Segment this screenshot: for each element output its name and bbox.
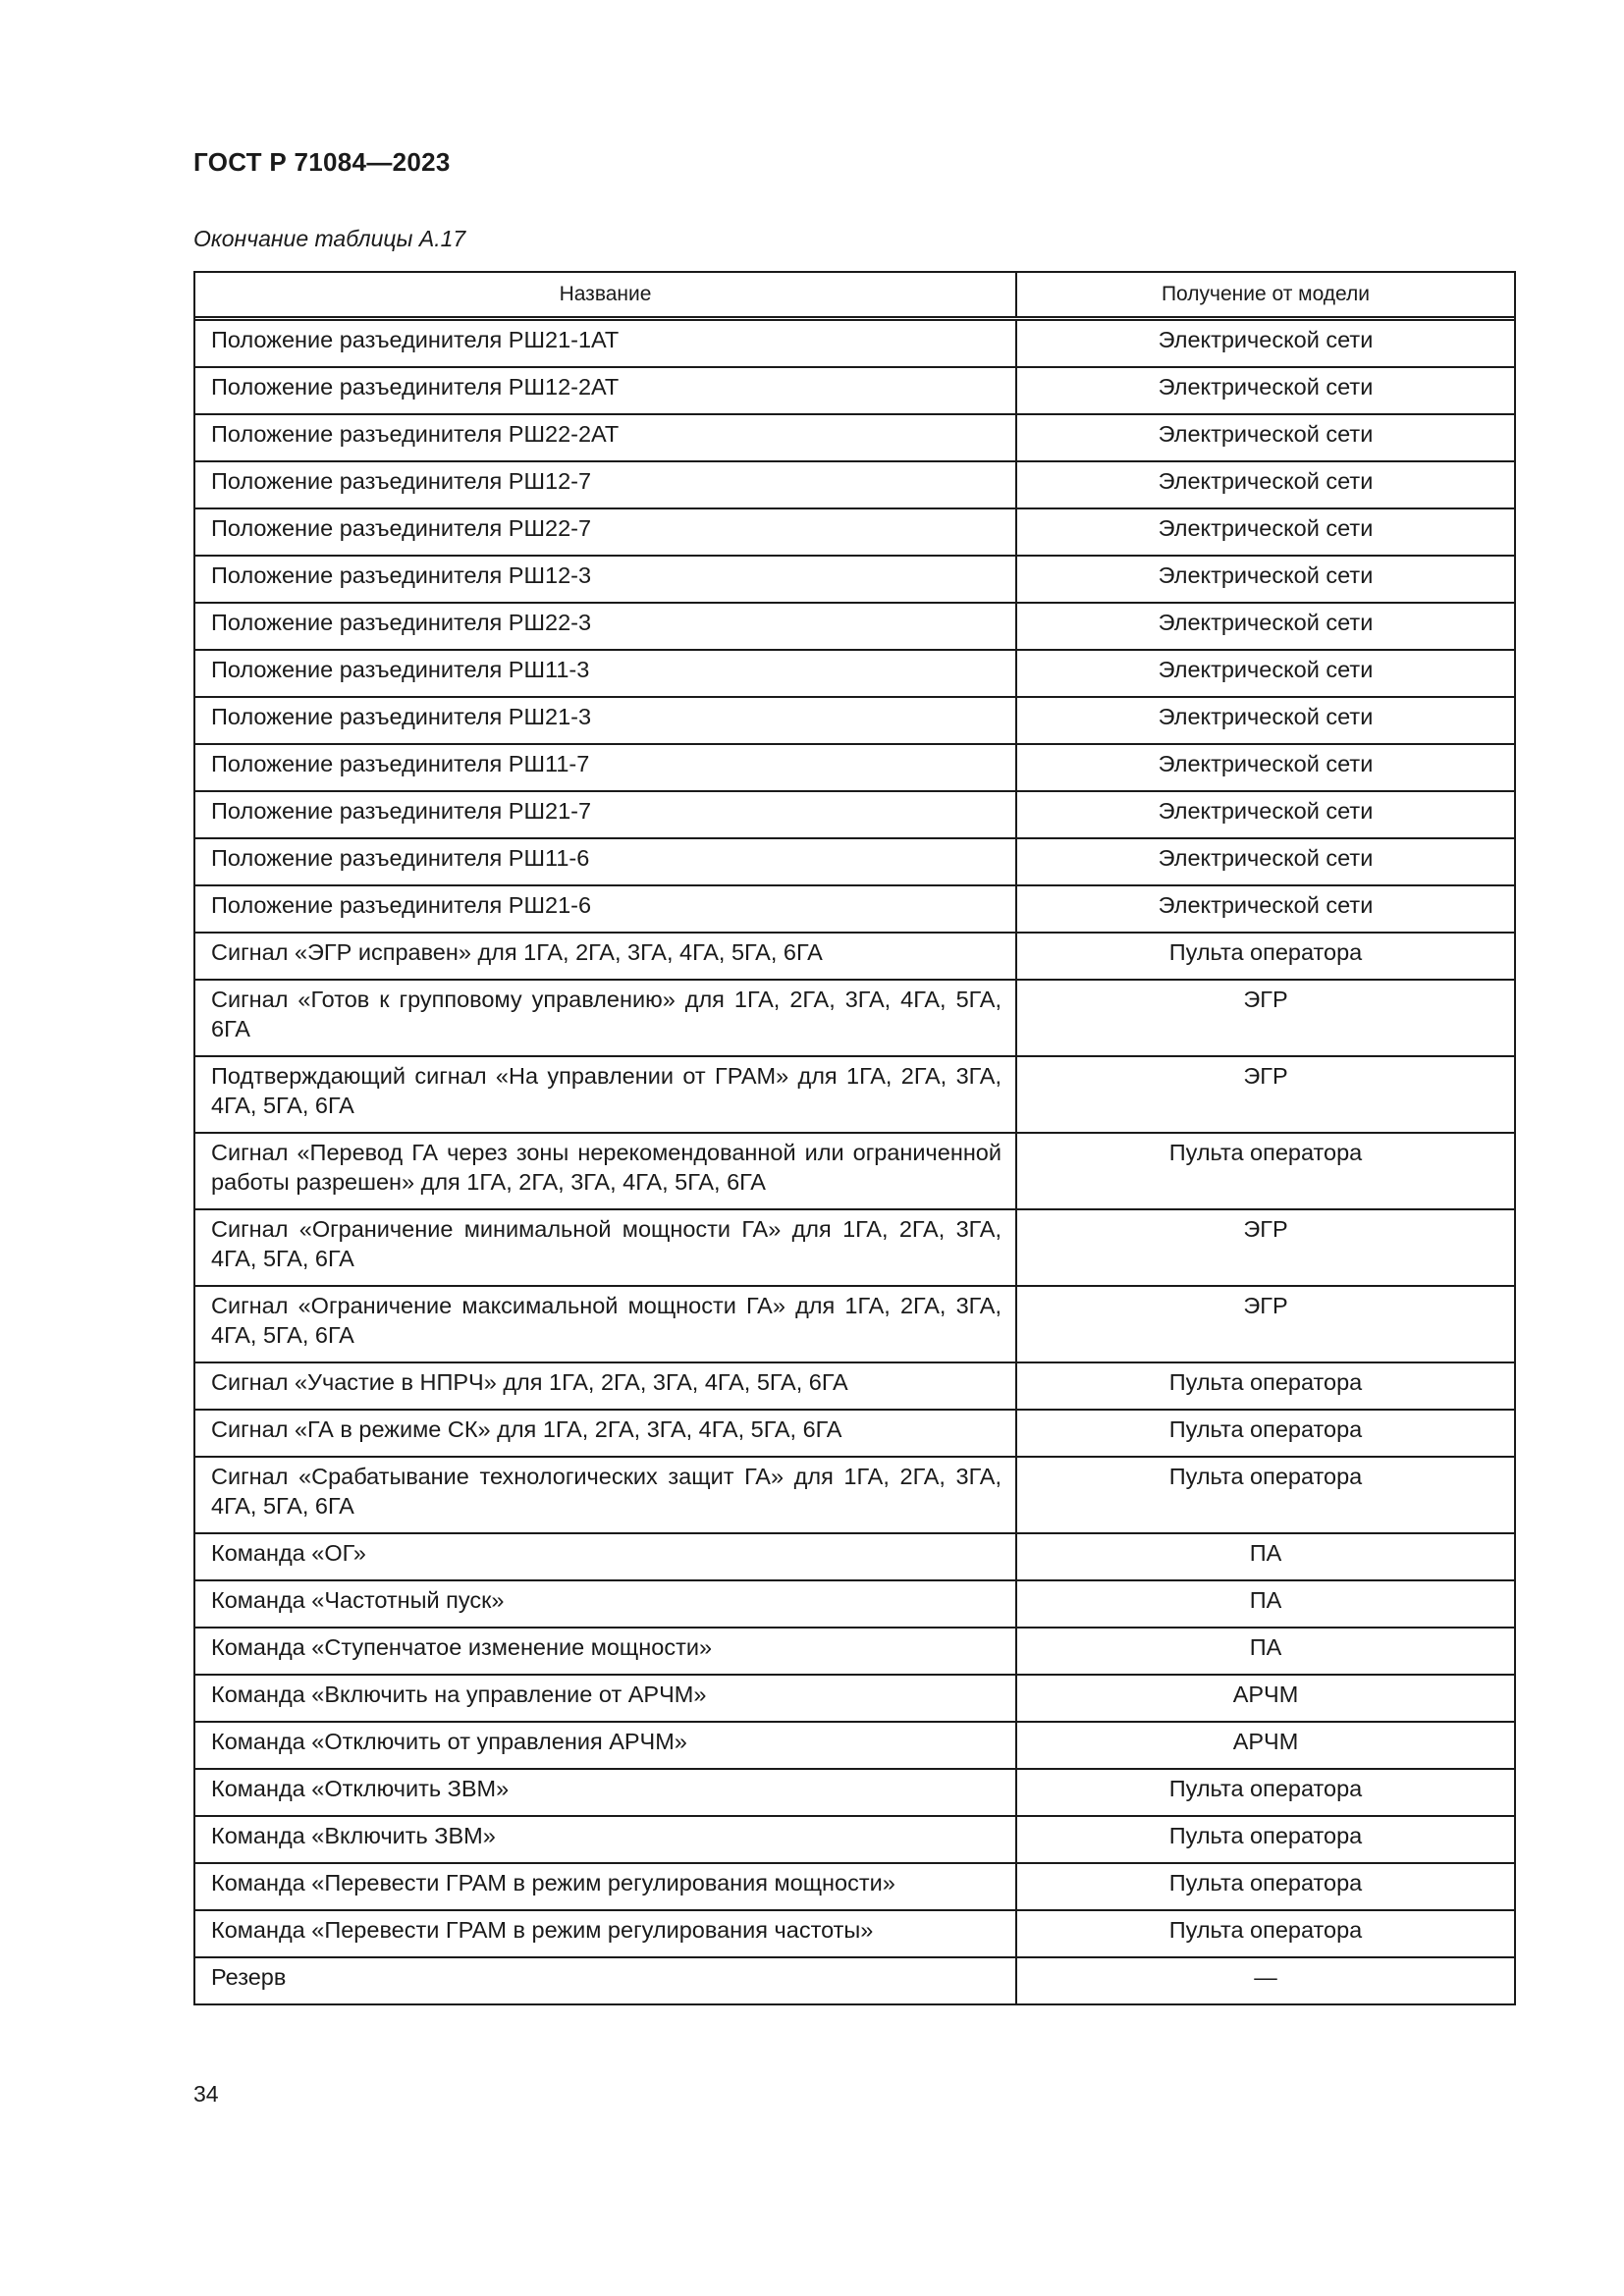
cell-source: Пульта оператора bbox=[1016, 1362, 1514, 1410]
table-row bbox=[195, 1769, 1514, 1816]
table-row bbox=[195, 1863, 1514, 1910]
table-row bbox=[195, 1362, 1514, 1410]
cell-name: Сигнал «ЭГР исправен» для 1ГА, 2ГА, 3ГА, 4ГА, 5ГА, 6ГА bbox=[195, 933, 1016, 980]
cell-source: ПА bbox=[1016, 1533, 1514, 1580]
cell-name: Команда «Включить на управление от АРЧМ» bbox=[195, 1675, 1016, 1722]
cell-name: Положение разъединителя РШ12-2АТ bbox=[195, 367, 1016, 414]
cell-source: Пульта оператора bbox=[1016, 1769, 1514, 1816]
table-row bbox=[195, 1133, 1514, 1209]
cell-name: Команда «Ступенчатое изменение мощности» bbox=[195, 1628, 1016, 1675]
cell-name: Резерв bbox=[195, 1957, 1016, 2003]
table-row bbox=[195, 1675, 1514, 1722]
table-row bbox=[195, 1910, 1514, 1957]
cell-source: Электрической сети bbox=[1016, 461, 1514, 508]
table-row bbox=[195, 1209, 1514, 1286]
cell-name: Положение разъединителя РШ11-6 bbox=[195, 838, 1016, 885]
table-header-row bbox=[195, 273, 1514, 319]
table-row bbox=[195, 980, 1514, 1056]
cell-source: Пульта оператора bbox=[1016, 1863, 1514, 1910]
cell-source: ЭГР bbox=[1016, 980, 1514, 1056]
cell-source: Электрической сети bbox=[1016, 885, 1514, 933]
cell-name: Команда «Перевести ГРАМ в режим регулирования частоты» bbox=[195, 1910, 1016, 1957]
table-row bbox=[195, 556, 1514, 603]
table-row bbox=[195, 650, 1514, 697]
cell-name: Положение разъединителя РШ12-3 bbox=[195, 556, 1016, 603]
cell-name: Сигнал «Перевод ГА через зоны нерекомендованной или ограниченной работы разрешен» для 1ГА, 2ГА, 3ГА, 4ГА, 5ГА, 6ГА bbox=[195, 1133, 1016, 1209]
cell-name: Положение разъединителя РШ12-7 bbox=[195, 461, 1016, 508]
cell-name: Положение разъединителя РШ22-7 bbox=[195, 508, 1016, 556]
page-number: 34 bbox=[193, 2081, 219, 2107]
cell-source: Электрической сети bbox=[1016, 319, 1514, 368]
cell-name: Сигнал «Срабатывание технологических защит ГА» для 1ГА, 2ГА, 3ГА, 4ГА, 5ГА, 6ГА bbox=[195, 1457, 1016, 1533]
cell-name: Сигнал «Ограничение максимальной мощности ГА» для 1ГА, 2ГА, 3ГА, 4ГА, 5ГА, 6ГА bbox=[195, 1286, 1016, 1362]
table-caption: Окончание таблицы А.17 bbox=[193, 226, 466, 251]
cell-name: Сигнал «Готов к групповому управлению» для 1ГА, 2ГА, 3ГА, 4ГА, 5ГА, 6ГА bbox=[195, 980, 1016, 1056]
cell-source: Электрической сети bbox=[1016, 603, 1514, 650]
cell-name: Положение разъединителя РШ21-3 bbox=[195, 697, 1016, 744]
cell-source: Электрической сети bbox=[1016, 650, 1514, 697]
cell-name: Команда «Отключить ЗВМ» bbox=[195, 1769, 1016, 1816]
table-body bbox=[195, 319, 1514, 2004]
table-row bbox=[195, 1722, 1514, 1769]
cell-name: Сигнал «Участие в НПРЧ» для 1ГА, 2ГА, 3ГА, 4ГА, 5ГА, 6ГА bbox=[195, 1362, 1016, 1410]
cell-source: Электрической сети bbox=[1016, 367, 1514, 414]
signals-table bbox=[195, 273, 1514, 2003]
cell-source: ЭГР bbox=[1016, 1056, 1514, 1133]
table-row bbox=[195, 933, 1514, 980]
cell-source: Пульта оператора bbox=[1016, 1133, 1514, 1209]
cell-name: Сигнал «ГА в режиме СК» для 1ГА, 2ГА, 3ГА, 4ГА, 5ГА, 6ГА bbox=[195, 1410, 1016, 1457]
cell-name: Сигнал «Ограничение минимальной мощности ГА» для 1ГА, 2ГА, 3ГА, 4ГА, 5ГА, 6ГА bbox=[195, 1209, 1016, 1286]
table-row bbox=[195, 1056, 1514, 1133]
cell-name: Положение разъединителя РШ21-1АТ bbox=[195, 319, 1016, 368]
column-header-name: Название bbox=[195, 273, 1016, 319]
cell-source: ПА bbox=[1016, 1628, 1514, 1675]
table-row bbox=[195, 885, 1514, 933]
cell-name: Положение разъединителя РШ11-7 bbox=[195, 744, 1016, 791]
cell-source: Электрической сети bbox=[1016, 556, 1514, 603]
cell-source: АРЧМ bbox=[1016, 1675, 1514, 1722]
cell-name: Положение разъединителя РШ11-3 bbox=[195, 650, 1016, 697]
table-row bbox=[195, 1580, 1514, 1628]
cell-source: ЭГР bbox=[1016, 1286, 1514, 1362]
cell-name: Положение разъединителя РШ21-6 bbox=[195, 885, 1016, 933]
table-row bbox=[195, 791, 1514, 838]
cell-name: Подтверждающий сигнал «На управлении от ГРАМ» для 1ГА, 2ГА, 3ГА, 4ГА, 5ГА, 6ГА bbox=[195, 1056, 1016, 1133]
cell-source: — bbox=[1016, 1957, 1514, 2003]
table-row bbox=[195, 697, 1514, 744]
table-row bbox=[195, 1628, 1514, 1675]
table-row bbox=[195, 1816, 1514, 1863]
cell-source: Пульта оператора bbox=[1016, 933, 1514, 980]
cell-source: Пульта оператора bbox=[1016, 1910, 1514, 1957]
cell-name: Положение разъединителя РШ21-7 bbox=[195, 791, 1016, 838]
column-header-source: Получение от модели bbox=[1016, 273, 1514, 319]
cell-name: Команда «Включить ЗВМ» bbox=[195, 1816, 1016, 1863]
cell-source: АРЧМ bbox=[1016, 1722, 1514, 1769]
table-row bbox=[195, 838, 1514, 885]
cell-source: Электрической сети bbox=[1016, 697, 1514, 744]
cell-name: Команда «ОГ» bbox=[195, 1533, 1016, 1580]
cell-source: Электрической сети bbox=[1016, 838, 1514, 885]
cell-source: ЭГР bbox=[1016, 1209, 1514, 1286]
cell-source: ПА bbox=[1016, 1580, 1514, 1628]
cell-source: Пульта оператора bbox=[1016, 1457, 1514, 1533]
cell-source: Электрической сети bbox=[1016, 744, 1514, 791]
cell-source: Электрической сети bbox=[1016, 791, 1514, 838]
table-row bbox=[195, 461, 1514, 508]
table-frame bbox=[193, 271, 1516, 2005]
table-row bbox=[195, 1457, 1514, 1533]
table-row bbox=[195, 367, 1514, 414]
table-row bbox=[195, 1957, 1514, 2003]
table-row bbox=[195, 744, 1514, 791]
table-row bbox=[195, 603, 1514, 650]
cell-source: Пульта оператора bbox=[1016, 1410, 1514, 1457]
cell-name: Команда «Частотный пуск» bbox=[195, 1580, 1016, 1628]
table-row bbox=[195, 414, 1514, 461]
cell-source: Пульта оператора bbox=[1016, 1816, 1514, 1863]
cell-source: Электрической сети bbox=[1016, 414, 1514, 461]
document-header: ГОСТ Р 71084—2023 bbox=[193, 147, 451, 177]
table-row bbox=[195, 1286, 1514, 1362]
cell-source: Электрической сети bbox=[1016, 508, 1514, 556]
table-row bbox=[195, 508, 1514, 556]
table-row bbox=[195, 1410, 1514, 1457]
table-row bbox=[195, 1533, 1514, 1580]
cell-name: Команда «Перевести ГРАМ в режим регулирования мощности» bbox=[195, 1863, 1016, 1910]
cell-name: Положение разъединителя РШ22-2АТ bbox=[195, 414, 1016, 461]
cell-name: Положение разъединителя РШ22-3 bbox=[195, 603, 1016, 650]
cell-name: Команда «Отключить от управления АРЧМ» bbox=[195, 1722, 1016, 1769]
table-row bbox=[195, 319, 1514, 368]
